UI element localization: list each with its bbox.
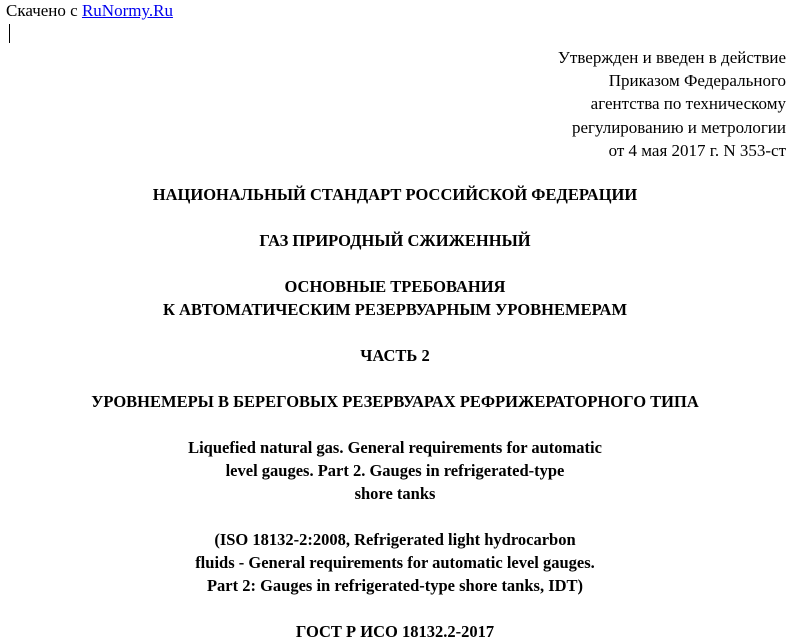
source-prefix: Скачено с (6, 1, 82, 20)
iso-reference-line: (ISO 18132-2:2008, Refrigerated light hydrocarbon (214, 530, 576, 549)
approval-line: Утвержден и введен в действие (557, 48, 786, 67)
gas-title-heading: ГАЗ ПРИРОДНЫЙ СЖИЖЕННЫЙ (259, 231, 531, 250)
english-title-heading (0, 436, 790, 505)
gauges-title-heading: УРОВНЕМЕРЫ В БЕРЕГОВЫХ РЕЗЕРВУАРАХ РЕФРИЖЕРАТОРНОГО ТИПА (91, 392, 699, 411)
english-title-line: shore tanks (354, 484, 436, 503)
iso-reference-line: fluids - General requirements for automatic level gauges. (195, 553, 595, 572)
approval-line: регулированию и метрологии (571, 117, 786, 137)
iso-reference-heading (0, 528, 790, 597)
part-heading: ЧАСТЬ 2 (360, 346, 430, 365)
national-standard-heading: НАЦИОНАЛЬНЫЙ СТАНДАРТ РОССИЙСКОЙ ФЕДЕРАЦИИ (152, 185, 638, 204)
approval-block (558, 46, 786, 162)
source-line (6, 1, 173, 21)
approval-line: агентства по техническому (590, 94, 786, 114)
runormy-link[interactable]: RuNormy.Ru (81, 1, 173, 20)
approval-line: Приказом Федерального (608, 71, 786, 91)
requirements-line: ОСНОВНЫЕ ТРЕБОВАНИЯ (284, 277, 506, 296)
approval-line: от 4 мая 2017 г. N 353-ст (608, 140, 786, 160)
text-cursor (9, 24, 10, 43)
english-title-line: level gauges. Part 2. Gauges in refrigerated-type (225, 461, 565, 480)
requirements-line: К АВТОМАТИЧЕСКИМ РЕЗЕРВУАРНЫМ УРОВНЕМЕРАМ (162, 300, 628, 319)
english-title-line: Liquefied natural gas. General requirements for automatic (188, 438, 602, 457)
gost-code-heading: ГОСТ Р ИСО 18132.2-2017 (295, 622, 495, 641)
requirements-heading (0, 275, 790, 321)
iso-reference-line: Part 2: Gauges in refrigerated-type shore tanks, IDT) (206, 576, 584, 595)
